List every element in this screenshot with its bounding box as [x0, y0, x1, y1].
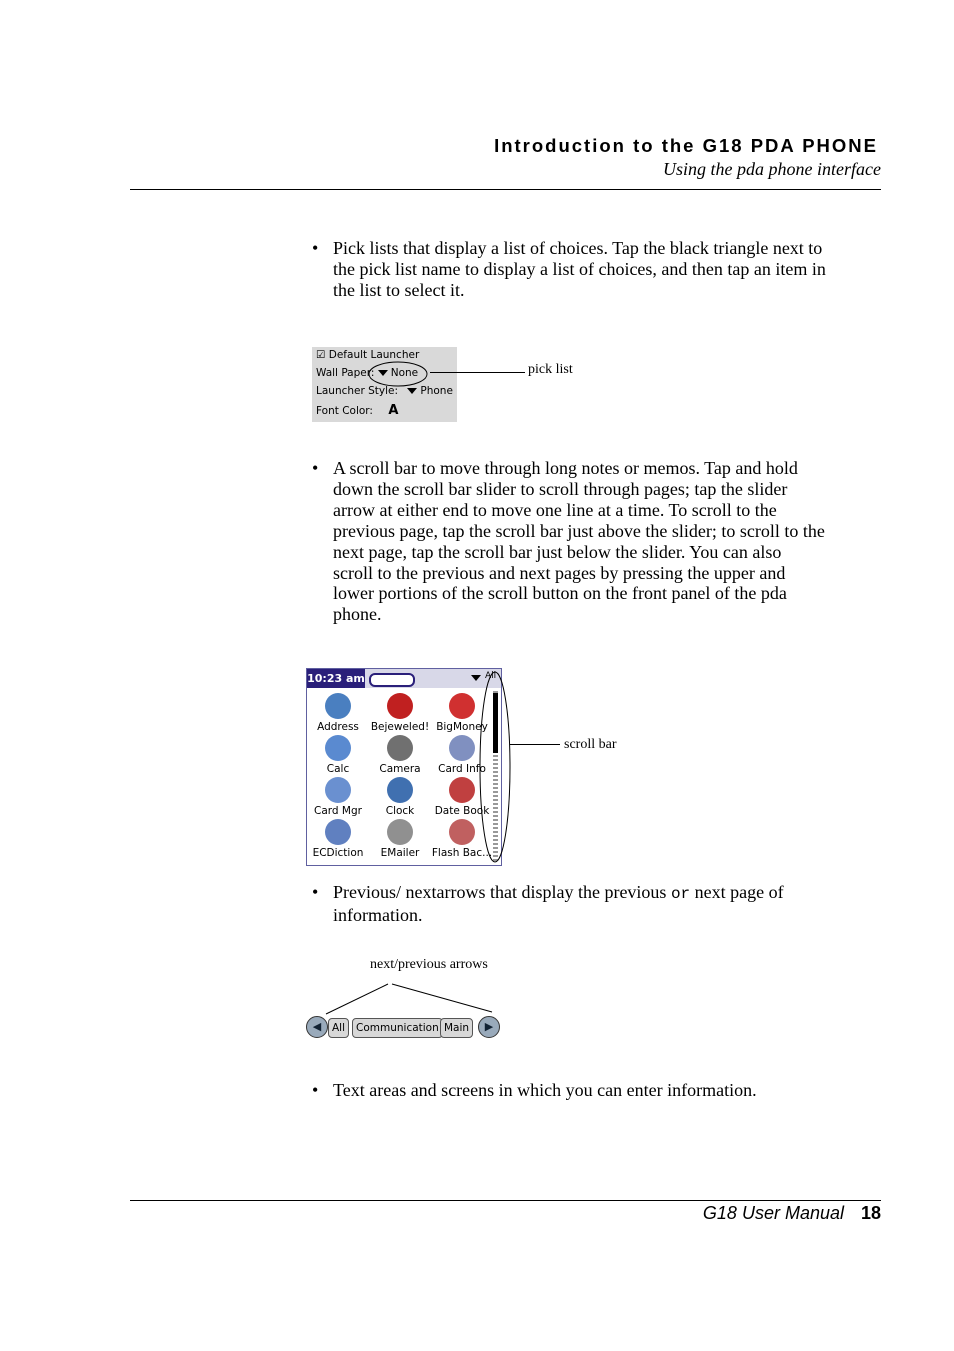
footer-rule — [130, 1200, 881, 1201]
arrows-caption: next/previous arrows — [370, 957, 488, 972]
app-card-mgr[interactable] — [307, 777, 369, 817]
row-label: Default Launcher — [328, 349, 420, 361]
text-line — [333, 882, 853, 905]
bullet-scrollbar-text — [333, 458, 853, 625]
footer-manual-title: G18 User Manual — [702, 1203, 844, 1223]
previous-arrow-button[interactable]: ◀ — [306, 1016, 328, 1038]
row-label: Wall Paper: — [316, 367, 375, 379]
app-icon — [387, 777, 413, 803]
scrollbar-callout-ellipse — [478, 670, 514, 866]
chapter-title: Introduction to the G18 PDA PHONE — [494, 135, 878, 156]
bullet-marker: • — [312, 882, 319, 902]
text-line: down the scroll bar slider to scroll through pages; tap the slider — [333, 478, 788, 499]
app-ecdiction[interactable] — [307, 819, 369, 859]
text-line: next page, tap the scroll bar just below the slider. You can also — [333, 541, 782, 562]
app-label: Card Mgr — [314, 805, 362, 817]
app-calc[interactable] — [307, 735, 369, 775]
triangle-down-icon — [407, 388, 417, 394]
text-line: arrow at either end to move one line at a time. To scroll to the — [333, 499, 777, 520]
tab-all[interactable]: All — [328, 1018, 349, 1038]
launcher-screenshot — [306, 668, 502, 866]
app-icon — [449, 735, 475, 761]
app-icon — [325, 819, 351, 845]
page-number: 18 — [860, 1203, 881, 1223]
app-icon — [387, 693, 413, 719]
app-icon — [449, 693, 475, 719]
picklist-callout-ellipse — [368, 360, 432, 388]
text-line: scroll to the previous and next pages by pressing the upper and — [333, 562, 786, 583]
app-address[interactable] — [307, 693, 369, 733]
app-label: Bejeweled! — [370, 721, 430, 733]
app-emailer[interactable] — [369, 819, 431, 859]
app-icon — [387, 735, 413, 761]
text-span: next page of — [690, 882, 784, 902]
text-line: information. — [333, 904, 423, 925]
row-value: None — [390, 367, 419, 379]
app-icon — [325, 693, 351, 719]
text-line: lower portions of the scroll button on the front panel of the pda — [333, 583, 787, 604]
clock-time: 10:23 am — [307, 669, 365, 688]
category-label: All — [485, 671, 497, 681]
scrollbar-leader-line — [510, 744, 560, 745]
app-icon — [325, 777, 351, 803]
text-line: A scroll bar to move through long notes or memos. Tap and hold — [333, 458, 798, 478]
row-label: Launcher Style: — [316, 385, 399, 397]
app-label: Address — [317, 721, 359, 733]
text-line: the list to select it. — [333, 279, 465, 300]
font-color-row — [316, 403, 398, 418]
app-icon — [387, 819, 413, 845]
app-camera[interactable] — [369, 735, 431, 775]
app-clock[interactable] — [369, 777, 431, 817]
bullet-picklist-text — [333, 238, 853, 301]
launcher-title-bar — [307, 669, 501, 688]
category-bar-screenshot — [306, 1014, 502, 1044]
text-line: the pick list name to display a list of choices, and then tap an item in — [333, 258, 826, 279]
text-span: Previous/ nextarrows that display the previous — [333, 882, 671, 902]
text-span-or: or — [670, 885, 691, 903]
app-icon — [449, 777, 475, 803]
bullet-arrows-text — [333, 882, 853, 926]
bullet-marker: • — [312, 458, 319, 478]
app-label: EMailer — [380, 847, 420, 859]
text-line: previous page, tap the scroll bar just above the slider; to scroll to the — [333, 520, 825, 541]
next-arrow-button[interactable]: ▶ — [478, 1016, 500, 1038]
picklist-leader-line — [430, 372, 525, 373]
row-label: Font Color: — [316, 405, 373, 417]
row-value: Phone — [420, 385, 453, 397]
header-rule — [130, 189, 881, 190]
app-label: Calc — [326, 763, 350, 775]
battery-icon — [369, 673, 415, 687]
app-label: Date Book — [434, 805, 490, 817]
text-line: Pick lists that display a list of choices. Tap the black triangle next to — [333, 238, 823, 258]
checkbox-icon: ☑ — [316, 349, 326, 361]
bullet-marker: • — [312, 1080, 319, 1100]
app-icon — [449, 819, 475, 845]
app-label: ECDiction — [312, 847, 364, 859]
scrollbar-caption: scroll bar — [564, 737, 617, 752]
bullet-textareas-text: Text areas and screens in which you can enter information. — [333, 1080, 757, 1100]
arrows-leader-lines — [320, 980, 500, 1016]
tab-communication[interactable]: Communication — [352, 1018, 443, 1038]
bullet-marker: • — [312, 238, 319, 258]
app-icon — [325, 735, 351, 761]
app-label: Flash Bac... — [431, 847, 493, 859]
app-label: Card Info — [438, 763, 486, 775]
text-line: phone. — [333, 604, 382, 625]
section-subtitle: Using the pda phone interface — [663, 159, 881, 179]
font-color-sample: A — [388, 403, 399, 418]
picklist-caption: pick list — [528, 362, 573, 377]
app-label: Camera — [379, 763, 421, 775]
app-label: BigMoney — [436, 721, 488, 733]
tab-main[interactable]: Main — [440, 1018, 473, 1038]
app-label: Clock — [385, 805, 415, 817]
app-bejeweled[interactable] — [369, 693, 431, 733]
